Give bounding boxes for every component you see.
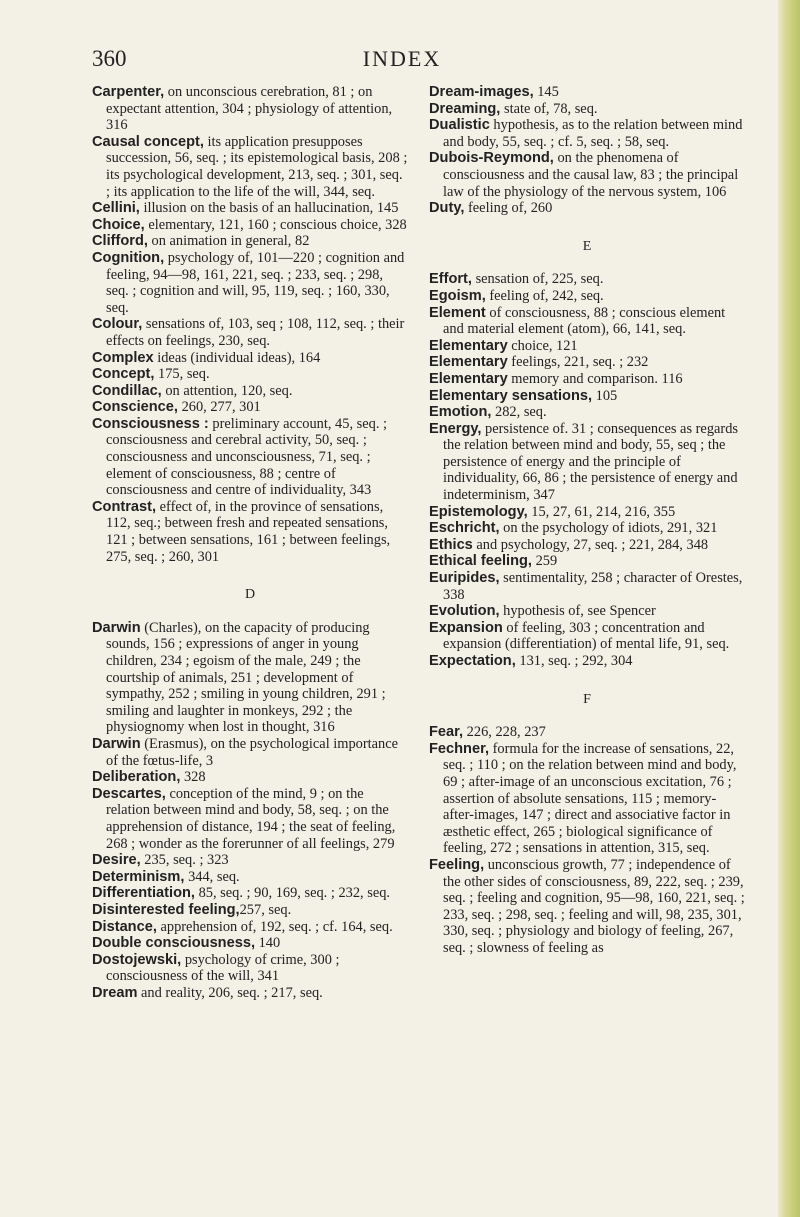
index-entry bbox=[92, 952, 408, 985]
entry-heading: Cellini, bbox=[92, 200, 140, 217]
index-entry bbox=[429, 653, 745, 670]
entry-heading: Fear, bbox=[429, 724, 464, 741]
entry-heading: Effort, bbox=[429, 271, 472, 288]
entry-heading: Colour, bbox=[92, 316, 143, 333]
entry-references: 257, seq. bbox=[239, 901, 292, 918]
entry-references: of feeling, 303 ; concentration and expansion (differentiation) of mental life, 91, seq. bbox=[443, 619, 730, 653]
index-entry bbox=[429, 200, 745, 217]
running-title: INDEX bbox=[362, 46, 442, 71]
entry-heading: Elementary bbox=[429, 354, 508, 371]
entry-heading: Euripides, bbox=[429, 570, 500, 587]
index-entry bbox=[429, 271, 745, 288]
index-entry bbox=[429, 288, 745, 305]
entry-heading: Dream bbox=[92, 984, 138, 1001]
entry-references: ideas (individual ideas), 164 bbox=[153, 349, 321, 366]
entry-heading: Element bbox=[429, 304, 486, 321]
entry-heading: Differentiation, bbox=[92, 885, 195, 902]
entry-references: sensations of, 103, seq ; 108, 112, seq. ; their effects on feelings, 230, seq. bbox=[106, 316, 405, 349]
entry-heading: Darwin bbox=[92, 735, 141, 752]
index-entry bbox=[92, 885, 408, 902]
index-entry bbox=[92, 134, 408, 200]
entry-references: on attention, 120, seq. bbox=[161, 382, 293, 399]
entry-references: 235, seq. ; 323 bbox=[140, 852, 229, 869]
page-edge-shadow bbox=[778, 0, 800, 1217]
index-entry bbox=[92, 217, 408, 234]
entry-references: sensation of, 225, seq. bbox=[471, 271, 604, 288]
entry-references: 85, seq. ; 90, 169, seq. ; 232, seq. bbox=[194, 885, 391, 902]
index-entry bbox=[429, 421, 745, 504]
entry-references: its application presupposes succession, 56, seq. ; its epistemological basis, 208 ; its psychological development, 213, seq. ; 301, seq. ; its application to the life of the will, 344, seq. bbox=[106, 133, 408, 200]
entry-heading: Clifford, bbox=[92, 233, 148, 250]
entry-references: psychology of, 101—220 ; cognition and feeling, 94—98, 161, 221, seq. ; 233, seq. ; 298, seq. ; cognition and will, 95, 119, seq. ; 160, 330, seq. bbox=[106, 249, 405, 316]
entry-references: elementary, 121, 160 ; conscious choice, 328 bbox=[144, 216, 407, 233]
index-entry bbox=[429, 724, 745, 741]
entry-references: on unconscious cerebration, 81 ; on expectant attention, 304 ; physiology of attention, 316 bbox=[106, 84, 393, 134]
entry-references: 175, seq. bbox=[154, 366, 210, 383]
page-number: 360 bbox=[92, 46, 127, 71]
entry-references: psychology of crime, 300 ; consciousness of the will, 341 bbox=[106, 951, 340, 985]
index-entry bbox=[429, 354, 745, 371]
index-entry bbox=[429, 117, 745, 150]
entry-heading: Ethics bbox=[429, 536, 473, 553]
entry-references: formula for the increase of sensations, 22, seq. ; 110 ; on the relation between mind and body, 69 ; after-image of an unconscious excitation, 76 ; assertion of absolute sensations, 115 ; memory-after-images, 147 ; direct and associative factor in æsthetic effect, 265 ; biological significance of feeling, 272 ; sensations in attention, 315, seq. bbox=[443, 740, 737, 857]
entry-references: 131, seq. ; 292, 304 bbox=[515, 653, 633, 669]
index-entry bbox=[92, 620, 408, 736]
index-column-right bbox=[429, 84, 745, 957]
index-entry bbox=[92, 786, 408, 852]
index-entry bbox=[429, 504, 745, 521]
entry-heading: Double consciousness, bbox=[92, 935, 256, 952]
entry-references: and psychology, 27, seq. ; 221, 284, 348 bbox=[472, 536, 709, 553]
index-entry bbox=[92, 769, 408, 786]
index-entry bbox=[92, 350, 408, 367]
entry-references: choice, 121 bbox=[507, 337, 578, 354]
entry-references: 105 bbox=[592, 387, 618, 404]
entry-heading: Energy, bbox=[429, 420, 482, 437]
index-entry bbox=[92, 399, 408, 416]
entry-references: sentimentality, 258 ; character of Orestes, 338 bbox=[443, 570, 743, 603]
section-letter: D bbox=[244, 587, 256, 603]
entry-references: persistence of. 31 ; consequences as regards the relation between mind and body, 55, seq ; the persistence of energy and the principle of individuality, 66, 86 ; the persistence of energy and indeterminism, 347 bbox=[443, 420, 738, 504]
entry-heading: Evolution, bbox=[429, 603, 500, 620]
index-entry bbox=[92, 985, 408, 1002]
index-entry bbox=[429, 520, 745, 537]
entry-heading: Descartes, bbox=[92, 785, 166, 802]
entry-references: on animation in general, 82 bbox=[147, 233, 310, 250]
entry-references: conception of the mind, 9 ; on the relation between mind and body, 58, seq. ; on the apprehension of distance, 194 ; the seat of feeling, 268 ; wonder as the forerunner of all feelings, 279 bbox=[106, 785, 396, 852]
entry-references: 282, seq. bbox=[491, 404, 547, 421]
entry-heading: Cognition, bbox=[92, 249, 165, 266]
index-entry bbox=[92, 200, 408, 217]
entry-heading: Dream-images, bbox=[429, 84, 534, 100]
index-entry bbox=[429, 338, 745, 355]
entry-heading: Expectation, bbox=[429, 653, 516, 669]
index-entry bbox=[429, 388, 745, 405]
entry-heading: Disinterested feeling, bbox=[92, 901, 240, 918]
entry-heading: Carpenter, bbox=[92, 84, 165, 100]
entry-heading: Dubois-Reymond, bbox=[429, 150, 554, 167]
entry-heading: Emotion, bbox=[429, 404, 492, 421]
index-entry bbox=[92, 902, 408, 919]
entry-heading: Epistemology, bbox=[429, 503, 528, 520]
entry-heading: Elementary sensations, bbox=[429, 387, 593, 404]
entry-references: hypothesis, as to the relation between mind and body, 55, seq. ; cf. 5, seq. ; 58, seq. bbox=[443, 117, 743, 150]
entry-references: 226, 228, 237 bbox=[463, 724, 546, 741]
entry-heading: Conscience, bbox=[92, 399, 178, 416]
index-entry bbox=[429, 404, 745, 421]
index-entry bbox=[429, 857, 745, 957]
entry-heading: Egoism, bbox=[429, 287, 486, 304]
entry-references: 140 bbox=[255, 935, 281, 952]
section-letter: E bbox=[582, 238, 592, 254]
entry-references: of consciousness, 88 ; conscious element and material element (atom), 66, 141, seq. bbox=[443, 304, 726, 338]
entry-references: illusion on the basis of an hallucination, 145 bbox=[139, 200, 399, 217]
page-header bbox=[92, 46, 712, 86]
entry-references: feeling of, 260 bbox=[464, 200, 553, 217]
entry-references: hypothesis of, see Spencer bbox=[499, 603, 656, 620]
entry-heading: Desire, bbox=[92, 852, 141, 869]
entry-references: preliminary account, 45, seq. ; consciousness and cerebral activity, 50, seq. ; consciousness and unconsciousness, 71, seq. ; element of consciousness, 88 ; centre of consciousness and centre of individuality, 343 bbox=[106, 415, 388, 499]
index-entry bbox=[92, 316, 408, 349]
entry-heading: Dualistic bbox=[429, 117, 490, 134]
index-entry bbox=[429, 537, 745, 554]
entry-heading: Causal concept, bbox=[92, 133, 204, 150]
entry-heading: Elementary bbox=[429, 337, 508, 354]
entry-references: and reality, 206, seq. ; 217, seq. bbox=[137, 984, 323, 1001]
entry-heading: Darwin bbox=[92, 619, 141, 636]
entry-heading: Contrast, bbox=[92, 498, 157, 515]
entry-heading: Expansion bbox=[429, 619, 503, 636]
index-entry bbox=[92, 84, 408, 134]
entry-references: effect of, in the province of sensations, 112, seq.; between fresh and repeated sensations, 121 ; between sensations, 161 ; between feelings, 275, seq. ; 260, 301 bbox=[106, 498, 391, 565]
entry-references: 145 bbox=[533, 84, 559, 100]
index-entry bbox=[429, 603, 745, 620]
entry-references: feeling of, 242, seq. bbox=[485, 287, 604, 304]
entry-references: unconscious growth, 77 ; independence of the other sides of consciousness, 89, 222, seq. ; 239, seq. ; feeling and cognition, 95—98, 160, 221, seq. ; 233, seq. ; 298, seq. ; feeling and will, 98, 235, 301, 330, seq. ; physiology and biology of feeling, 267, seq. ; slowness of feeling as bbox=[443, 856, 745, 956]
entry-heading: Complex bbox=[92, 349, 154, 366]
entry-references: (Erasmus), on the psychological importance of the fœtus-life, 3 bbox=[106, 735, 399, 769]
entry-references: memory and comparison. 116 bbox=[507, 370, 683, 387]
entry-references: 344, seq. bbox=[184, 868, 240, 885]
entry-heading: Condillac, bbox=[92, 382, 162, 399]
entry-references: on the phenomena of consciousness and the causal law, 83 ; the principal law of the physiology of the nervous system, 106 bbox=[443, 150, 739, 200]
index-entry bbox=[92, 919, 408, 936]
entry-references: feelings, 221, seq. ; 232 bbox=[507, 354, 649, 371]
entry-heading: Deliberation, bbox=[92, 769, 181, 786]
entry-references: 328 bbox=[180, 769, 206, 786]
index-entry bbox=[92, 869, 408, 886]
index-entry bbox=[429, 620, 745, 653]
entry-references: 260, 277, 301 bbox=[177, 399, 261, 416]
entry-heading: Duty, bbox=[429, 200, 465, 217]
entry-heading: Dostojewski, bbox=[92, 951, 182, 968]
section-letter: F bbox=[583, 691, 591, 707]
index-entry bbox=[429, 305, 745, 338]
index-entry bbox=[92, 852, 408, 869]
entry-references: on the psychology of idiots, 291, 321 bbox=[499, 520, 718, 537]
entry-heading: Feeling, bbox=[429, 856, 485, 873]
entry-heading: Fechner, bbox=[429, 740, 490, 757]
entry-references: apprehension of, 192, seq. ; cf. 164, seq. bbox=[156, 918, 393, 935]
index-entry bbox=[429, 101, 745, 118]
entry-heading: Ethical feeling, bbox=[429, 553, 532, 570]
entry-heading: Distance, bbox=[92, 918, 157, 935]
index-entry bbox=[429, 570, 745, 603]
entry-references: (Charles), on the capacity of producing sounds, 156 ; expressions of anger in young children, 234 ; egoism of the male, 249 ; the courtship of animals, 251 ; development of sympathy, 252 ; smiling in young children, 291 ; smiling and laughter in monkeys, 292 ; the physiognomy when lost in thought, 316 bbox=[106, 619, 386, 736]
entry-heading: Choice, bbox=[92, 216, 145, 233]
entry-heading: Consciousness : bbox=[92, 415, 209, 432]
index-entry bbox=[429, 553, 745, 570]
index-entry bbox=[92, 499, 408, 565]
index-entry bbox=[92, 383, 408, 400]
entry-references: state of, 78, seq. bbox=[500, 100, 598, 117]
index-entry bbox=[92, 416, 408, 499]
entry-heading: Determinism, bbox=[92, 868, 185, 885]
index-entry bbox=[92, 736, 408, 769]
index-entry bbox=[92, 935, 408, 952]
entry-heading: Eschricht, bbox=[429, 520, 500, 537]
index-entry bbox=[92, 233, 408, 250]
entry-references: 15, 27, 61, 214, 216, 355 bbox=[527, 503, 676, 520]
entry-heading: Concept, bbox=[92, 366, 155, 383]
index-entry bbox=[429, 150, 745, 200]
index-entry bbox=[429, 741, 745, 857]
entry-heading: Elementary bbox=[429, 370, 508, 387]
index-entry bbox=[429, 84, 745, 101]
entry-references: 259 bbox=[532, 553, 558, 570]
entry-heading: Dreaming, bbox=[429, 100, 501, 117]
index-column-left bbox=[92, 84, 408, 1001]
index-entry bbox=[92, 366, 408, 383]
index-entry bbox=[92, 250, 408, 316]
index-entry bbox=[429, 371, 745, 388]
